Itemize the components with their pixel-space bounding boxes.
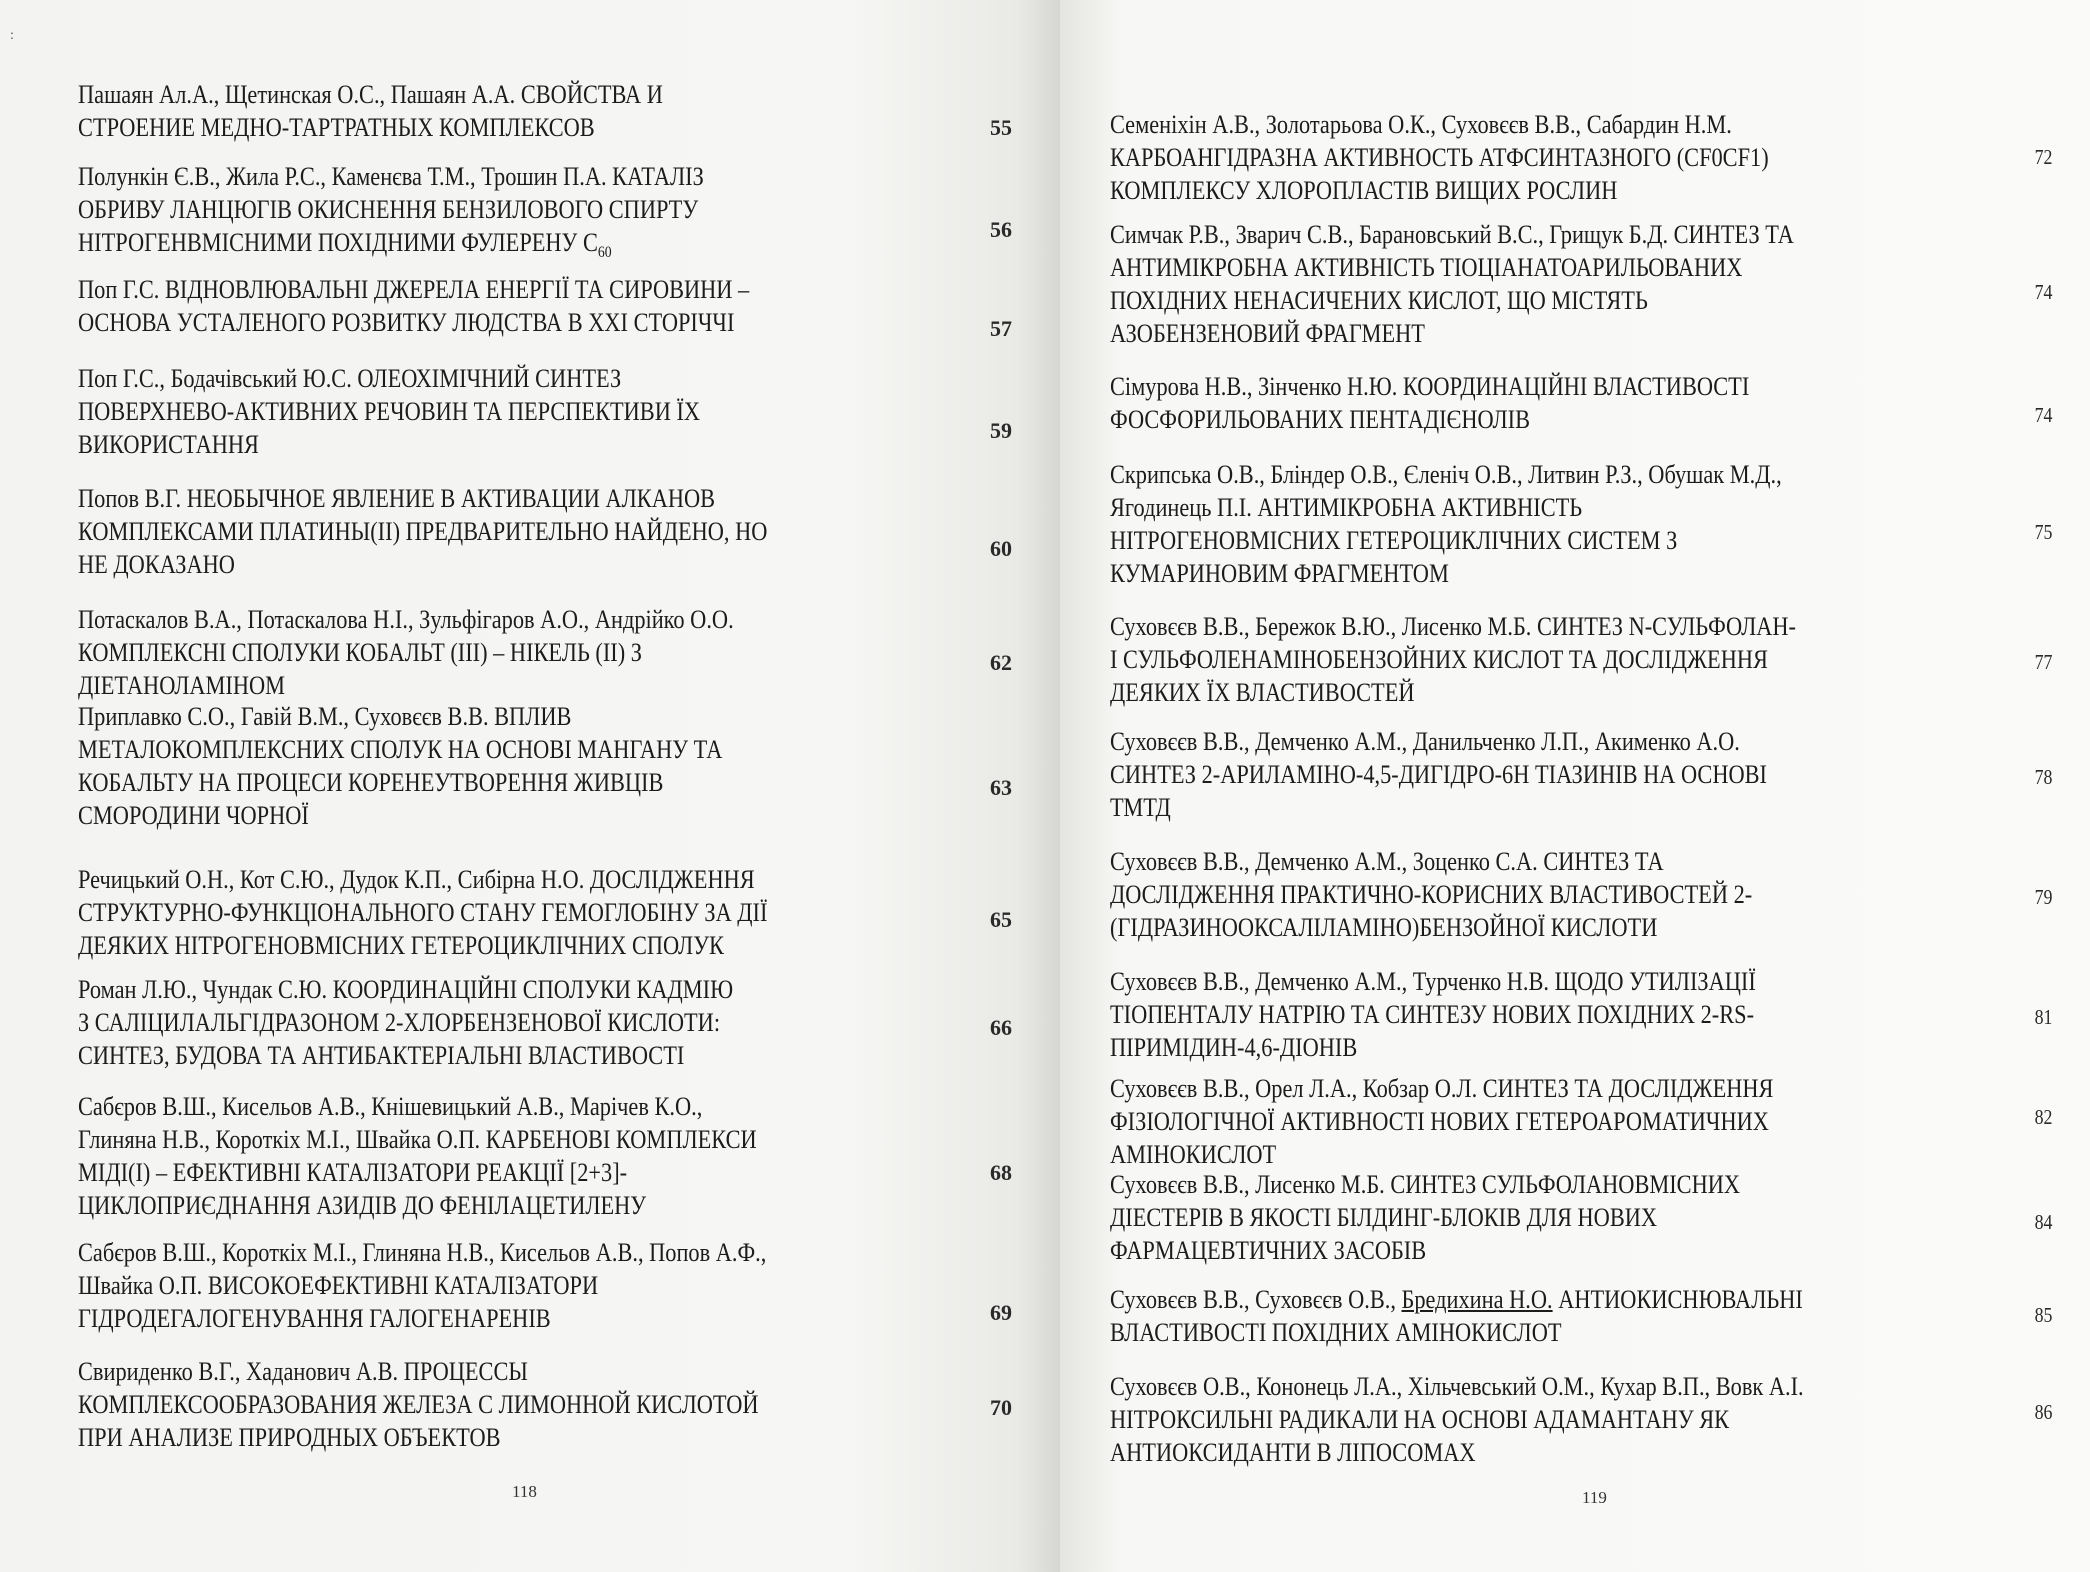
page-number: 70 <box>990 1395 1012 1420</box>
entry-line: ДЕЯКИХ ЇХ ВЛАСТИВОСТЕЙ <box>1110 678 1415 707</box>
page-number: 74 <box>2034 280 2053 304</box>
entry-line: Речицький О.Н., Кот С.Ю., Дудок К.П., Сибірна Н.О. ДОСЛІДЖЕННЯ <box>78 865 755 894</box>
entry-authors: Суховєєв В.В., Суховєєв О.В., <box>1110 1285 1402 1314</box>
page-number: 77 <box>2034 650 2053 674</box>
entry-line: ФАРМАЦЕВТИЧНИХ ЗАСОБІВ <box>1110 1236 1427 1265</box>
page-number: 63 <box>990 775 1012 800</box>
toc-entry <box>78 78 663 144</box>
toc-entry <box>1110 845 1752 944</box>
page-number: 57 <box>990 316 1012 341</box>
subscript: 60 <box>597 244 612 262</box>
entry-line: Попов В.Г. НЕОБЫЧНОЕ ЯВЛЕНИЕ В АКТИВАЦИИ АЛКАНОВ <box>78 484 716 513</box>
entry-line: КОМПЛЕКСУ ХЛОРОПЛАСТІВ ВИЩИХ РОСЛИН <box>1110 176 1618 205</box>
entry-line: ФІЗІОЛОГІЧНОЇ АКТИВНОСТІ НОВИХ ГЕТЕРОАРОМАТИЧНИХ <box>1110 1107 1769 1136</box>
entry-line: ОБРИВУ ЛАНЦЮГІВ ОКИСНЕННЯ БЕНЗИЛОВОГО СПИРТУ <box>78 195 699 224</box>
entry-line: АНТИМІКРОБНА АКТИВНІСТЬ ТІОЦІАНАТОАРИЛЬОВАНИХ <box>1110 253 1743 282</box>
toc-entry <box>78 160 704 269</box>
toc-entry <box>1110 965 1756 1064</box>
entry-line: ДЕЯКИХ НІТРОГЕНОВМІСНИХ ГЕТЕРОЦИКЛІЧНИХ СПОЛУК <box>78 931 724 960</box>
toc-entry <box>1110 1072 1773 1171</box>
entry-line: Семеніхін А.В., Золотарьова О.К., Суховєєв В.В., Сабардин Н.М. <box>1110 110 1732 139</box>
entry-line: Швайка О.П. ВИСОКОЕФЕКТИВНІ КАТАЛІЗАТОРИ <box>78 1271 599 1300</box>
toc-entry <box>78 482 767 581</box>
entry-line: Симчак Р.В., Зварич С.В., Барановський В.С., Грищук Б.Д. СИНТЕЗ ТА <box>1110 220 1794 249</box>
entry-line: АЗОБЕНЗЕНОВИЙ ФРАГМЕНТ <box>1110 319 1425 348</box>
entry-line: ТМТД <box>1110 793 1171 822</box>
entry-line <box>1110 1283 1803 1316</box>
page-number: 59 <box>990 418 1012 443</box>
entry-line: АМІНОКИСЛОТ <box>1110 1140 1277 1169</box>
entry-line: КОМПЛЕКСАМИ ПЛАТИНЫ(II) ПРЕДВАРИТЕЛЬНО НАЙДЕНО, НО <box>78 517 768 546</box>
page-number: 81 <box>2034 1005 2053 1029</box>
entry-line: Суховєєв В.В., Орел Л.А., Кобзар О.Л. СИНТЕЗ ТА ДОСЛІДЖЕННЯ <box>1110 1074 1774 1103</box>
entry-line: ОСНОВА УСТАЛЕНОГО РОЗВИТКУ ЛЮДСТВА В XXI СТОРІЧЧІ <box>78 308 735 337</box>
entry-line <box>78 226 704 269</box>
entry-line: КОБАЛЬТУ НА ПРОЦЕСИ КОРЕНЕУТВОРЕННЯ ЖИВЦІВ <box>78 768 664 797</box>
entry-line: ПОХІДНИХ НЕНАСИЧЕНИХ КИСЛОТ, ЩО МІСТЯТЬ <box>1110 286 1648 315</box>
entry-line: Глиняна Н.В., Короткіх М.І., Швайка О.П. КАРБЕНОВІ КОМПЛЕКСИ <box>78 1125 757 1154</box>
entry-line: Суховєєв В.В., Бережок В.Ю., Лисенко М.Б. СИНТЕЗ N-СУЛЬФОЛАН- <box>1110 612 1796 641</box>
toc-entry <box>78 1355 759 1454</box>
entry-line: Суховєєв О.В., Кононець Л.А., Хільчевський О.М., Кухар В.П., Вовк А.І. <box>1110 1372 1804 1401</box>
toc-entry <box>1110 1168 1740 1267</box>
entry-line: ПОВЕРХНЕВО-АКТИВНИХ РЕЧОВИН ТА ПЕРСПЕКТИВИ ЇХ <box>78 397 701 426</box>
toc-entry <box>78 603 734 702</box>
entry-line: Роман Л.Ю., Чундак С.Ю. КООРДИНАЦІЙНІ СПОЛУКИ КАДМІЮ <box>78 975 734 1004</box>
page-number: 82 <box>2034 1105 2053 1129</box>
entry-line: ПРИ АНАЛИЗЕ ПРИРОДНЫХ ОБЪЕКТОВ <box>78 1423 501 1452</box>
page-number: 85 <box>2034 1303 2053 1327</box>
entry-line: Ягодинець П.І. АНТИМІКРОБНА АКТИВНІСТЬ <box>1110 493 1583 522</box>
page-number: 62 <box>990 650 1012 675</box>
entry-line: ЦИКЛОПРИЄДНАННЯ АЗИДІВ ДО ФЕНІЛАЦЕТИЛЕНУ <box>78 1191 647 1220</box>
entry-line: Приплавко С.О., Гавій В.М., Суховєєв В.В. ВПЛИВ <box>78 702 572 731</box>
page-number: 75 <box>2034 520 2053 544</box>
entry-line: ГІДРОДЕГАЛОГЕНУВАННЯ ГАЛОГЕНАРЕНІВ <box>78 1304 551 1333</box>
entry-line: АНТИОКСИДАНТИ В ЛІПОСОМАХ <box>1110 1438 1476 1467</box>
page-folio: 119 <box>1582 1488 1607 1507</box>
entry-line: НІТРОКСИЛЬНІ РАДИКАЛИ НА ОСНОВІ АДАМАНТАНУ ЯК <box>1110 1405 1730 1434</box>
toc-entry <box>78 273 749 339</box>
toc-entry <box>1110 1283 1803 1349</box>
entry-line: Потаскалов В.А., Потаскалова Н.І., Зульфігаров А.О., Андрійко О.О. <box>78 605 734 634</box>
toc-entry <box>1110 108 1769 207</box>
toc-entry <box>1110 218 1794 350</box>
entry-line: ПІРИМІДИН-4,6-ДІОНІВ <box>1110 1033 1358 1062</box>
toc-entry <box>1110 610 1796 709</box>
entry-line: Сабєров В.Ш., Кисельов А.В., Кнішевицький А.В., Марічев К.О., <box>78 1092 703 1121</box>
entry-line: Сімурова Н.В., Зінченко Н.Ю. КООРДИНАЦІЙНІ ВЛАСТИВОСТІ <box>1110 372 1750 401</box>
page-number: 84 <box>2034 1210 2053 1234</box>
margin-mark: : <box>10 28 14 43</box>
page-number: 86 <box>2034 1400 2053 1424</box>
toc-entry <box>1110 725 1767 824</box>
entry-line: СИНТЕЗ, БУДОВА ТА АНТИБАКТЕРІАЛЬНІ ВЛАСТИВОСТІ <box>78 1041 685 1070</box>
page-number: 74 <box>2034 403 2053 427</box>
entry-line: Скрипська О.В., Бліндер О.В., Єленіч О.В., Литвин Р.З., Обушак М.Д., <box>1110 460 1782 489</box>
entry-line: І СУЛЬФОЛЕНАМІНОБЕНЗОЙНИХ КИСЛОТ ТА ДОСЛІДЖЕННЯ <box>1110 645 1768 674</box>
toc-entry <box>78 863 767 962</box>
toc-entry <box>78 700 722 832</box>
entry-line-text: НІТРОГЕНВМІСНИМИ ПОХІДНИМИ ФУЛЕРЕНУ С <box>78 228 598 257</box>
right-page <box>1060 0 2090 1572</box>
page-number: 78 <box>2034 765 2053 789</box>
entry-line: Пашаян Ал.А., Щетинская О.С., Пашаян А.А. СВОЙСТВА И <box>78 80 663 109</box>
entry-line: МЕТАЛОКОМПЛЕКСНИХ СПОЛУК НА ОСНОВІ МАНГАНУ ТА <box>78 735 723 764</box>
entry-line: Суховєєв В.В., Демченко А.М., Турченко Н.В. ЩОДО УТИЛІЗАЦІЇ <box>1110 967 1756 996</box>
page-number: 69 <box>990 1300 1012 1325</box>
entry-line: СМОРОДИНИ ЧОРНОЇ <box>78 801 309 830</box>
entry-line: Суховєєв В.В., Лисенко М.Б. СИНТЕЗ СУЛЬФОЛАНОВМІСНИХ <box>1110 1170 1741 1199</box>
entry-line: (ГІДРАЗИНООКСАЛІЛАМІНО)БЕНЗОЙНОЇ КИСЛОТИ <box>1110 913 1658 942</box>
entry-line: СИНТЕЗ 2-АРИЛАМІНО-4,5-ДИГІДРО-6Н ТІАЗИНІВ НА ОСНОВІ <box>1110 760 1767 789</box>
entry-line: НІТРОГЕНОВМІСНИХ ГЕТЕРОЦИКЛІЧНИХ СИСТЕМ З <box>1110 526 1678 555</box>
page-folio: 118 <box>512 1482 537 1501</box>
entry-authors-underlined: Бредихина Н.О. <box>1401 1285 1553 1314</box>
entry-line: ВЛАСТИВОСТІ ПОХІДНИХ АМІНОКИСЛОТ <box>1110 1318 1562 1347</box>
entry-line: КОМПЛЕКСООБРАЗОВАНИЯ ЖЕЛЕЗА С ЛИМОННОЙ КИСЛОТОЙ <box>78 1390 759 1419</box>
entry-line: КУМАРИНОВИМ ФРАГМЕНТОМ <box>1110 559 1449 588</box>
entry-line: СТРУКТУРНО-ФУНКЦІОНАЛЬНОГО СТАНУ ГЕМОГЛОБІНУ ЗА ДІЇ <box>78 898 768 927</box>
toc-entry <box>78 1090 757 1222</box>
page-number: 72 <box>2034 145 2053 169</box>
entry-line: КОМПЛЕКСНІ СПОЛУКИ КОБАЛЬТ (III) – НІКЕЛЬ (II) З <box>78 638 642 667</box>
toc-entry <box>1110 370 1749 436</box>
entry-title-start: АНТИОКИСНЮВАЛЬНІ <box>1552 1285 1803 1314</box>
entry-line: Сабєров В.Ш., Короткіх М.І., Глиняна Н.В., Кисельов А.В., Попов А.Ф., <box>78 1238 767 1267</box>
entry-line: ДОСЛІДЖЕННЯ ПРАКТИЧНО-КОРИСНИХ ВЛАСТИВОСТЕЙ 2- <box>1110 880 1753 909</box>
entry-line: З САЛІЦИЛАЛЬГІДРАЗОНОМ 2-ХЛОРБЕНЗЕНОВОЇ КИСЛОТИ: <box>78 1008 721 1037</box>
toc-entry <box>78 362 700 461</box>
page-number: 56 <box>990 217 1012 242</box>
entry-line: СТРОЕНИЕ МЕДНО-ТАРТРАТНЫХ КОМПЛЕКСОВ <box>78 113 595 142</box>
entry-line: МІДІ(I) – ЕФЕКТИВНІ КАТАЛІЗАТОРИ РЕАКЦІЇ [2+3]- <box>78 1158 628 1187</box>
entry-line: ТІОПЕНТАЛУ НАТРІЮ ТА СИНТЕЗУ НОВИХ ПОХІДНИХ 2-RS- <box>1110 1000 1755 1029</box>
toc-entry <box>78 1236 766 1335</box>
entry-line: Поп Г.С., Бодачівський Ю.С. ОЛЕОХІМІЧНИЙ СИНТЕЗ <box>78 364 622 393</box>
page-number: 79 <box>2034 885 2053 909</box>
entry-line: Суховєєв В.В., Демченко А.М., Зоценко С.А. СИНТЕЗ ТА <box>1110 847 1664 876</box>
toc-entry <box>1110 458 1782 590</box>
entry-line: Свириденко В.Г., Хаданович А.В. ПРОЦЕССЫ <box>78 1357 528 1386</box>
entry-line: ВИКОРИСТАННЯ <box>78 430 259 459</box>
entry-line: ДІЕСТЕРІВ В ЯКОСТІ БІЛДИНГ-БЛОКІВ ДЛЯ НОВИХ <box>1110 1203 1658 1232</box>
entry-line: ДІЕТАНОЛАМІНОМ <box>78 671 286 700</box>
page-number: 55 <box>990 115 1012 140</box>
entry-line: Полункін Є.В., Жила Р.С., Каменєва Т.М., Трошин П.А. КАТАЛІЗ <box>78 162 704 191</box>
entry-line: Поп Г.С. ВІДНОВЛЮВАЛЬНІ ДЖЕРЕЛА ЕНЕРГІЇ ТА СИРОВИНИ – <box>78 275 750 304</box>
entry-line: Суховєєв В.В., Демченко А.М., Данильченко Л.П., Акименко А.О. <box>1110 727 1740 756</box>
page-number: 68 <box>990 1160 1012 1185</box>
entry-line: КАРБОАНГІДРАЗНА АКТИВНОСТЬ АТФСИНТАЗНОГО (CF0CF1) <box>1110 143 1769 172</box>
toc-entry <box>1110 1370 1804 1469</box>
entry-line: ФОСФОРИЛЬОВАНИХ ПЕНТАДІЄНОЛІВ <box>1110 405 1531 434</box>
toc-entry <box>78 973 733 1072</box>
page-number: 66 <box>990 1015 1012 1040</box>
page-number: 60 <box>990 536 1012 561</box>
entry-line: НЕ ДОКАЗАНО <box>78 550 235 579</box>
page-number: 65 <box>990 907 1012 932</box>
